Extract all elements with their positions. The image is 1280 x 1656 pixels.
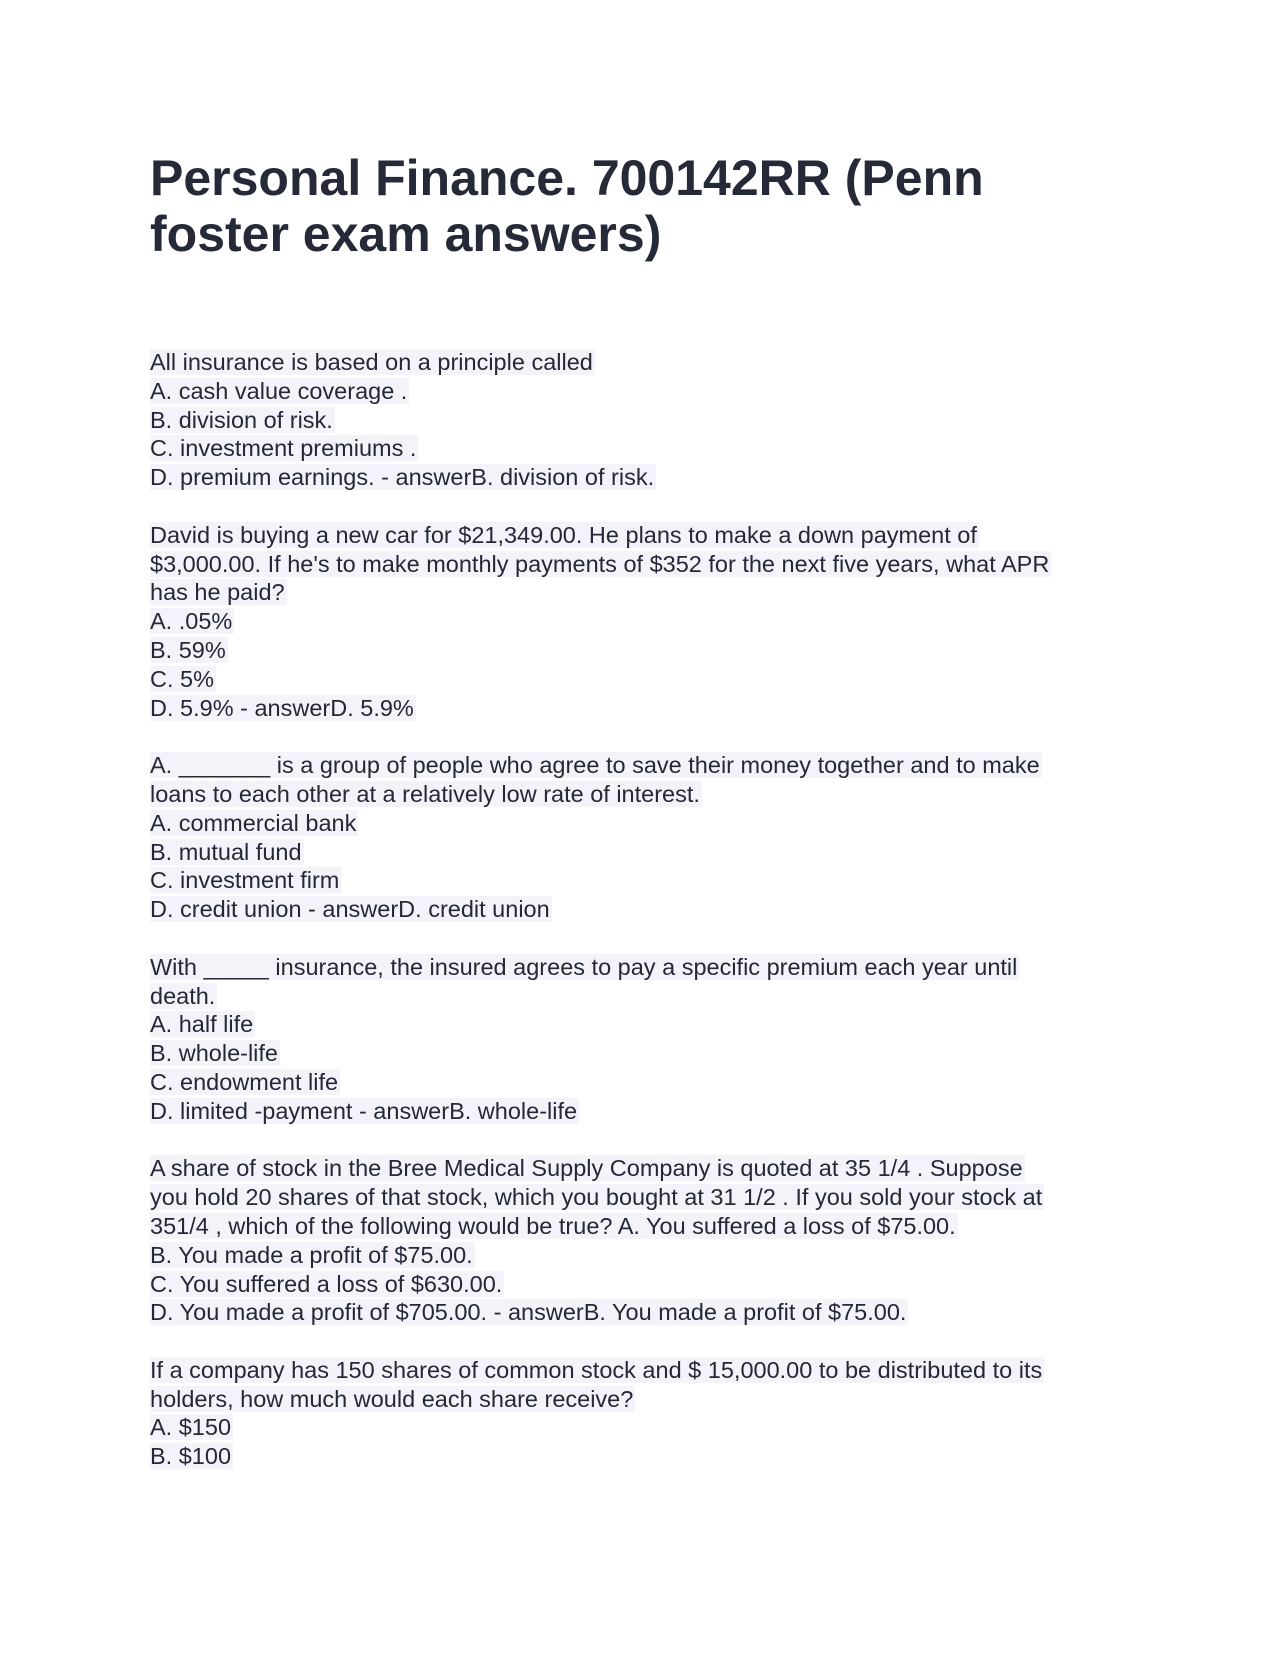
question-text-line (150, 1039, 1130, 1068)
question-text-line (150, 751, 1130, 780)
document-page (150, 150, 1130, 1500)
question-text: you hold 20 shares of that stock, which you bought at 31 1/2 . If you sold your stock at (150, 1184, 1043, 1211)
question-list (150, 348, 1130, 1471)
question-text-line (150, 953, 1130, 982)
question-text-line (150, 636, 1130, 665)
question-text-line (150, 780, 1130, 809)
question-text: loans to each other at a relatively low rate of interest. (150, 780, 700, 807)
question-text-line (150, 377, 1130, 406)
question-text: D. credit union - answerD. credit union (150, 896, 550, 923)
page-title-line-1: Personal Finance. 700142RR (Penn (150, 150, 984, 206)
question-text-line (150, 1097, 1130, 1126)
question-text-line (150, 1183, 1130, 1212)
question-text-line (150, 406, 1130, 435)
question-text: $3,000.00. If he's to make monthly payments of $352 for the next five years, what APR (150, 550, 1050, 577)
question-text: C. investment firm (150, 867, 340, 894)
question-text: holders, how much would each share receive? (150, 1385, 634, 1412)
question-text-line (150, 348, 1130, 377)
question-text-line (150, 1413, 1130, 1442)
question-text: B. whole-life (150, 1040, 278, 1067)
question-text-line (150, 1068, 1130, 1097)
question-text: B. mutual fund (150, 838, 302, 865)
question-text-line (150, 809, 1130, 838)
question-block (150, 953, 1130, 1126)
question-text-line (150, 521, 1130, 550)
question-text: A. .05% (150, 608, 233, 635)
question-text-line (150, 1010, 1130, 1039)
question-text-line (150, 434, 1130, 463)
question-text-line (150, 866, 1130, 895)
question-text-line (150, 982, 1130, 1011)
question-text: C. endowment life (150, 1068, 339, 1095)
question-text: 351/4 , which of the following would be true? A. You suffered a loss of $75.00. (150, 1212, 956, 1239)
question-text-line (150, 895, 1130, 924)
question-text: B. division of risk. (150, 406, 333, 433)
question-block (150, 348, 1130, 492)
question-text-line (150, 1356, 1130, 1385)
question-text: David is buying a new car for $21,349.00. He plans to make a down payment of (150, 521, 977, 548)
question-text: A. _______ is a group of people who agree to save their money together and to make (150, 752, 1040, 779)
question-text-line (150, 1442, 1130, 1471)
page-title (150, 150, 1130, 262)
question-text-line (150, 1385, 1130, 1414)
question-text-line (150, 838, 1130, 867)
question-text: C. You suffered a loss of $630.00. (150, 1270, 503, 1297)
question-text: If a company has 150 shares of common stock and $ 15,000.00 to be distributed to its (150, 1356, 1043, 1383)
question-text: D. premium earnings. - answerB. division of risk. (150, 464, 655, 491)
question-text: has he paid? (150, 579, 285, 606)
question-block (150, 1356, 1130, 1471)
question-text: A. $150 (150, 1414, 232, 1441)
question-text-line (150, 1270, 1130, 1299)
question-text-line (150, 550, 1130, 579)
question-text: A. cash value coverage . (150, 377, 408, 404)
page-title-line-2: foster exam answers) (150, 206, 662, 262)
question-text: B. $100 (150, 1443, 232, 1470)
question-text-line (150, 1298, 1130, 1327)
question-text-line (150, 694, 1130, 723)
question-text-line (150, 463, 1130, 492)
question-text: A. commercial bank (150, 809, 357, 836)
question-text-line (150, 1154, 1130, 1183)
question-text-line (150, 1241, 1130, 1270)
question-text: D. limited -payment - answerB. whole-life (150, 1097, 578, 1124)
question-text-line (150, 665, 1130, 694)
question-text: death. (150, 982, 216, 1009)
question-text-line (150, 1212, 1130, 1241)
question-text: C. investment premiums . (150, 435, 417, 462)
question-text: B. 59% (150, 636, 226, 663)
question-text: B. You made a profit of $75.00. (150, 1241, 473, 1268)
question-text: C. 5% (150, 665, 214, 692)
question-block (150, 521, 1130, 723)
question-text-line (150, 607, 1130, 636)
question-block (150, 751, 1130, 924)
question-block (150, 1154, 1130, 1327)
question-text: With _____ insurance, the insured agrees to pay a specific premium each year until (150, 953, 1018, 980)
question-text: D. You made a profit of $705.00. - answerB. You made a profit of $75.00. (150, 1299, 907, 1326)
question-text-line (150, 578, 1130, 607)
question-text: A. half life (150, 1011, 254, 1038)
question-text: A share of stock in the Bree Medical Supply Company is quoted at 35 1/4 . Suppose (150, 1155, 1023, 1182)
question-text: D. 5.9% - answerD. 5.9% (150, 694, 414, 721)
question-text: All insurance is based on a principle called (150, 349, 593, 375)
